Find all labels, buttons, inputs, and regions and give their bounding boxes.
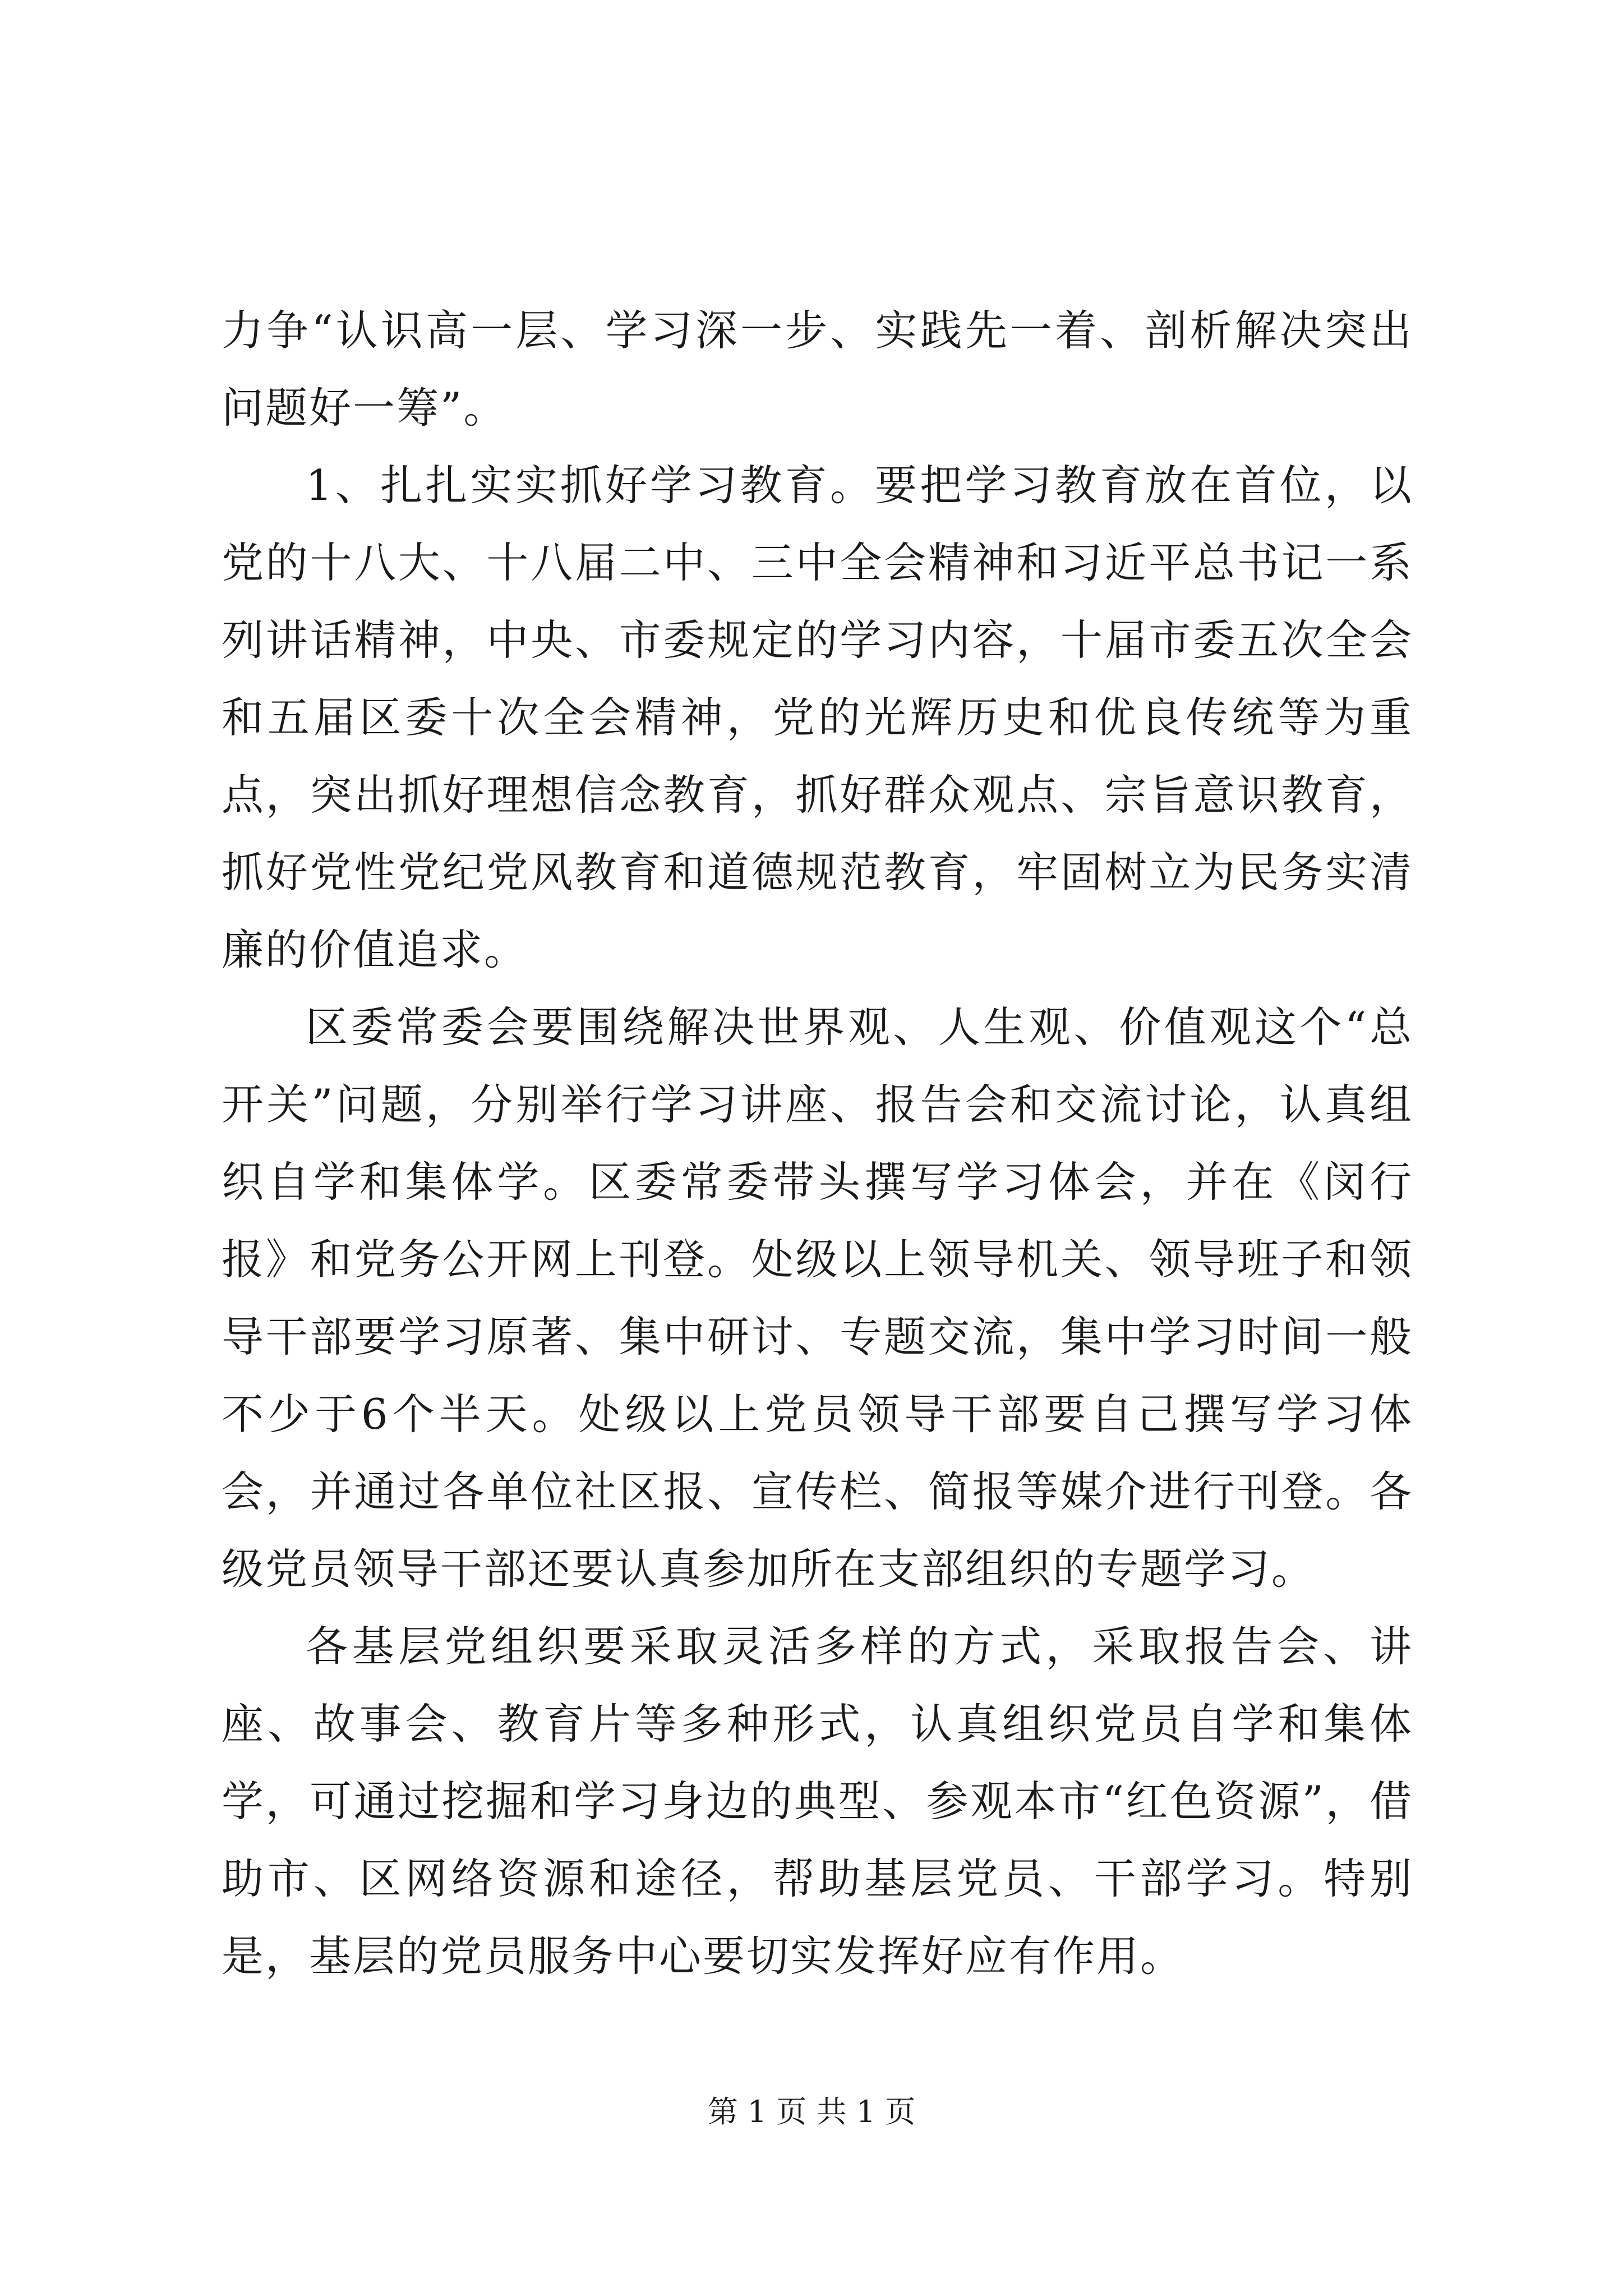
paragraph-2: 1、扎扎实实抓好学习教育。要把学习教育放在首位，以党的十八大、十八届二中、三中全会精神和习近平总书记一系列讲话精神，中央、市委规定的学习内容，十届市委五次全会和五届区委十次全会精神，党的光辉历史和优良传统等为重点，突出抓好理想信念教育，抓好群众观点、宗旨意识教育，抓好党性党纪党风教育和道德规范教育，牢固树立为民务实清廉的价值追求。 — [222, 461, 1413, 974]
paragraph-3: 区委常委会要围绕解决世界观、人生观、价值观这个“总开关”问题，分别举行学习讲座、报告会和交流讨论，认真组织自学和集体学。区委常委带头撰写学习体会，并在《闵行报》和党务公开网上刊登。处级以上领导机关、领导班子和领导干部要学习原著、集中研讨、专题交流，集中学习时间一般不少于6个半天。处级以上党员领导干部要自己撰写学习体会，并通过各单位社区报、宣传栏、简报等媒介进行刊登。各级党员领导干部还要认真参加所在支部组织的专题学习。 — [222, 1002, 1413, 1594]
paragraph-4: 各基层党组织要采取灵活多样的方式，采取报告会、讲座、故事会、教育片等多种形式，认真组织党员自学和集体学，可通过挖掘和学习身边的典型、参观本市“红色资源”，借助市、区网络资源和途径，帮助基层党员、干部学习。特别是，基层的党员服务中心要切实发挥好应有作用。 — [222, 1622, 1413, 1981]
paragraph-1: 力争“认识高一层、学习深一步、实践先一着、剖析解决突出问题好一筹”。 — [222, 306, 1413, 432]
body-text — [222, 292, 1413, 1995]
page-number-label: 第 1 页 共 1 页 — [707, 2094, 916, 2129]
page-footer — [0, 2092, 1623, 2132]
